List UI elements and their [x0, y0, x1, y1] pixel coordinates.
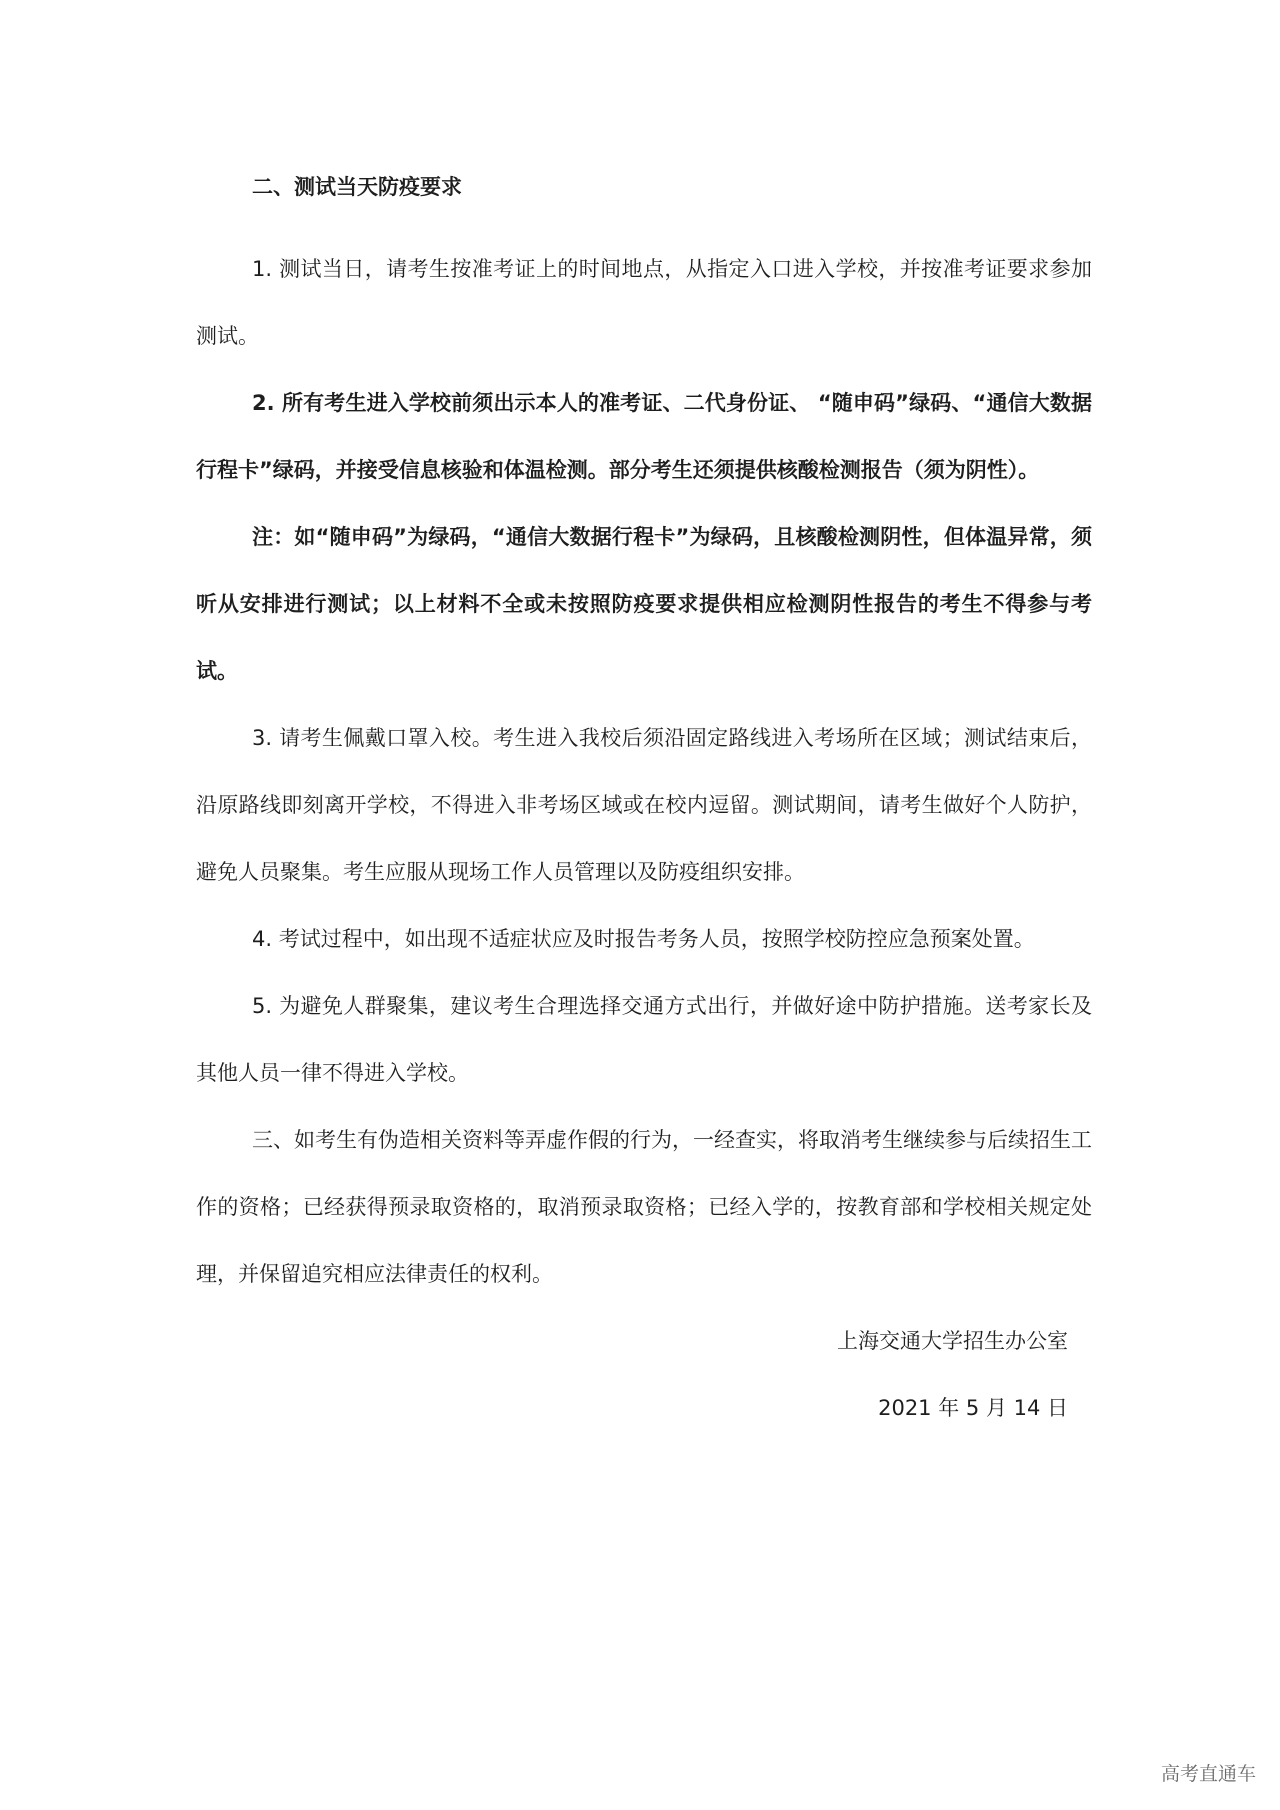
paragraph-item-2: 2. 所有考生进入学校前须出示本人的准考证、二代身份证、 “随申码”绿码、“通信大数据行程卡”绿码，并接受信息核验和体温检测。部分考生还须提供核酸检测报告（须为阴性）。 [196, 391, 1092, 482]
paragraph-item-1: 1. 测试当日，请考生按准考证上的时间地点，从指定入口进入学校，并按准考证要求参加测试。 [196, 257, 1092, 348]
paragraph-item-3: 3. 请考生佩戴口罩入校。考生进入我校后须沿固定路线进入考场所在区域；测试结束后，沿原路线即刻离开学校，不得进入非考场区域或在校内逗留。测试期间，请考生做好个人防护，避免人员聚集。考生应服从现场工作人员管理以及防疫组织安排。 [196, 726, 1092, 884]
paragraph-item-4: 4. 考试过程中，如出现不适症状应及时报告考务人员，按照学校防控应急预案处置。 [252, 927, 1035, 951]
signature-office: 上海交通大学招生办公室 [837, 1329, 1068, 1353]
signature-date: 2021 年 5 月 14 日 [878, 1396, 1068, 1420]
paragraph-note: 注：如“随申码”为绿码，“通信大数据行程卡”为绿码，且核酸检测阴性，但体温异常，须听从安排进行测试；以上材料不全或未按照防疫要求提供相应检测阴性报告的考生不得参与考试。 [196, 525, 1092, 683]
section-heading: 二、测试当天防疫要求 [252, 175, 462, 199]
paragraph-item-5: 5. 为避免人群聚集，建议考生合理选择交通方式出行，并做好途中防护措施。送考家长及其他人员一律不得进入学校。 [196, 994, 1092, 1085]
document-page [196, 160, 1092, 1442]
watermark-text: 高考直通车 [1160, 1763, 1256, 1785]
paragraph-section-three: 三、如考生有伪造相关资料等弄虚作假的行为，一经查实，将取消考生继续参与后续招生工作的资格；已经获得预录取资格的，取消预录取资格；已经入学的，按教育部和学校相关规定处理，并保留追究相应法律责任的权利。 [196, 1128, 1092, 1286]
